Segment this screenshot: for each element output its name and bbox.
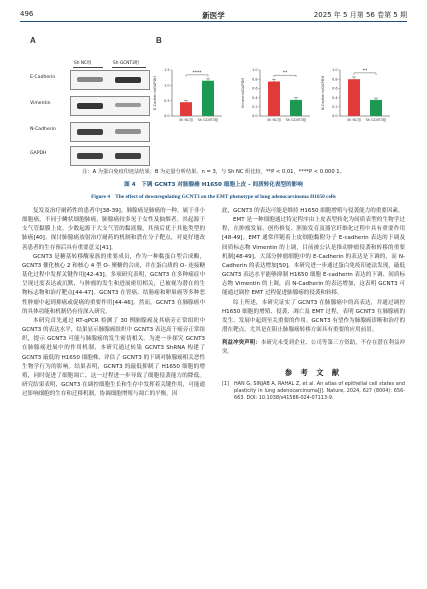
- y-tick-label: 0.4: [332, 95, 338, 100]
- blot-membrane: [70, 70, 150, 90]
- y-axis-label: E-Cadherin/GAPDH: [153, 76, 157, 110]
- y-tick-label: 0.8: [332, 77, 338, 82]
- paragraph: 复发及治疗耐药性的患者中[38-39]。肺腺癌是肺癌的一种，属于非小细胞癌，不同于鳞状细胞肺癌，肺腺癌较多见于女性及抽烟者。其起源于支气管黏膜上皮，少数起源于大支气管的黏液腺，其预后优于其他类型的肺癌[40]。探讨肺腺癌放射治疗耐药的机制和潜在分子靶点，对更好地改善患者的生存预后具有重要意义[41]。: [22, 208, 205, 251]
- y-axis-label: N-Cadherin/GAPDH: [321, 75, 325, 111]
- y-tick-label: 0.6: [252, 86, 258, 91]
- significance-label: ****: [192, 70, 202, 76]
- blot-membrane: [70, 146, 150, 166]
- panel-b-label: B: [156, 36, 162, 45]
- page-number: 496: [20, 10, 34, 18]
- conflict-text: 本研究未受到企业、公司等第三方资助，不存在潜在利益冲突。: [222, 340, 405, 356]
- x-tick-label: Sh GCNT3组: [197, 118, 219, 122]
- reference-item: [222, 381, 405, 403]
- bar: [180, 102, 192, 116]
- y-tick-label: 0.2: [332, 105, 338, 109]
- blot-membrane: [70, 122, 150, 142]
- y-tick-label: 1.0: [332, 68, 338, 73]
- figure-title-en: Figure 4 The effect of downregulating GCNT3 on the EMT phenotype of lung adenocarcinoma H1650 cells: [91, 194, 336, 200]
- body-column-left: [22, 207, 205, 399]
- y-tick-label: 1.0: [164, 83, 170, 88]
- y-tick-label: 0.5: [164, 98, 170, 103]
- blot-row: [30, 96, 150, 114]
- y-tick-label: 0.6: [332, 86, 338, 91]
- y-tick-label: 0.0: [164, 114, 170, 119]
- blot-row-label: E-Cadherin: [30, 75, 56, 80]
- lane-label-sh-nc: Sh NC组: [74, 61, 92, 66]
- conflict-label: 利益冲突声明：: [222, 340, 261, 347]
- reference-text: HAN G, SINJAB A, RAHAL Z, et al. An atlas of epithelial cell states and plasticity in lung adenocarcinoma[J]. Nature, 2024, 627 (8004): 656-663. DOI: 10.1038/s41586-024-07113-9.: [234, 380, 405, 402]
- conflict-of-interest: [222, 339, 405, 357]
- panel-a-label: A: [30, 36, 36, 45]
- blot-row: [30, 70, 150, 88]
- bar-chart-n-cadherin: [318, 58, 404, 140]
- x-tick-label: Sh NC组: [179, 118, 193, 122]
- bar: [202, 81, 214, 116]
- bar-chart-e-cadherin: [150, 58, 236, 140]
- blot-row-label: N-Cadherin: [30, 127, 56, 132]
- bar: [268, 82, 280, 117]
- y-tick-label: 1.5: [164, 68, 170, 73]
- bar-chart-vimentin: [238, 58, 324, 140]
- blot-band: [77, 103, 103, 109]
- blot-band: [115, 153, 141, 159]
- x-tick-label: Sh GCNT3组: [285, 118, 307, 122]
- y-tick-label: 1.0: [252, 68, 258, 73]
- blot-row: [30, 122, 150, 140]
- paragraph: 本研究首先通过 RT-qPCR 检测了 30 例肺腺癌及其癌旁正常组织中 GCNT3 的表达水平，结果显示肺腺癌组织中 GCNT3 表达高于癌旁正常组织，提示 GCNT3 可能与肺腺癌的发生密切相关。为进一步探究 GCNT3 在肺腺癌进展中的作用机制，本研究通过转染 GCNT3 ShRNA 构建了 GCNT3 敲低的 H1650 细胞株，评估了 GCNT3 的下调对肺腺癌相关恶性生物学行为的影响。结果表明，GCNT3 的敲低抑制了 H1650 细胞的增殖，同时促进了细胞凋亡，这一过程进一步导致了细胞侵袭能力的降低。研究结果表明，GCNT3 在调控细胞生长和生存中发挥着关键作用，可能通过影响细胞的生存和迁移机制，协调细胞增殖与凋亡的平衡。因: [22, 317, 205, 398]
- x-tick-label: Sh GCNT3组: [365, 118, 387, 122]
- x-tick-label: Sh NC组: [267, 118, 281, 122]
- figure-title-cn: 图 4 下调 GCNT3 对肺腺癌 H1650 细胞上皮 - 间质转化表型的影响: [124, 182, 303, 188]
- y-tick-label: 0.8: [252, 77, 258, 82]
- blot-band: [77, 129, 103, 135]
- figure-note: 注：A 为蛋白免疫印迹法结果；B 为定量分析结果。n = 3，与 Sh NC 组比较，**P < 0.01，****P < 0.000 1。: [82, 169, 345, 175]
- references-heading: 参 考 文 献: [284, 367, 343, 377]
- significance-label: **: [282, 71, 288, 77]
- paragraph: GCNT3 是糖基转移酶家族的重要成员，作为一种黏蛋白型合成酶，GCNT3 催化核心 2 和核心 4 型 O- 聚糖的合成，并在蛋白质的 O- 连接糖基化过程中发挥关键作用[42-43]。多项研究表明，GCNT3 在多种癌症中呈现过度表达或沉默，与肿瘤的发生和进展密切相关，已被视为潜在的生物标志物和治疗靶点[44-47]。GCNT3 在胃癌、结肠癌和卵巢癌等多种恶性肿瘤中起到抑癌或促癌的重要作用[44-46]。然而，GCNT3 在肺腺癌中的具体功能和机制仍有待深入研究。: [22, 253, 205, 315]
- lane-rule: [112, 67, 146, 68]
- blot-band: [77, 77, 103, 82]
- bar: [370, 100, 382, 116]
- blot-row: [30, 146, 150, 164]
- y-tick-label: 0.2: [252, 105, 258, 109]
- paragraph: 此，GCNT3 的表达可能是维持 H1650 细胞增殖与侵袭能力的重要因素。: [222, 208, 404, 214]
- bar: [348, 79, 360, 116]
- western-blot-panel: [30, 52, 150, 164]
- y-tick-label: 0.4: [252, 95, 258, 100]
- lane-label-sh-gcnt3: Sh GCNT3组: [113, 61, 140, 66]
- issue-info: 2025 年 5 月第 56 卷第 5 期: [313, 11, 407, 19]
- blot-membrane: [70, 96, 150, 116]
- reference-number: [1]: [222, 380, 229, 387]
- blot-band: [115, 129, 141, 134]
- header-rule: [20, 21, 407, 22]
- blot-row-label: GAPDH: [30, 151, 47, 156]
- journal-name: 新医学: [202, 11, 225, 20]
- running-header: [20, 7, 407, 21]
- x-tick-label: Sh NC组: [347, 118, 361, 122]
- blot-band: [77, 153, 103, 159]
- paragraph: 综上所述，本研究证实了 GCNT3 在肺腺癌中的高表达，并通过调控 H1650 细胞的增殖、侵袭、凋亡及 EMT 过程，表明 GCNT3 在肺腺癌的发生、发展中起到至关重要的作用。GCNT3 有望作为肺腺癌诊断和治疗的潜在靶点，尤其是在阻止肺腺癌转移方面具有重要的应用前景。: [222, 299, 405, 334]
- y-axis-label: Vimentin/GAPDH: [241, 77, 245, 109]
- paragraph: EMT 是一种细胞通过特定程序由上皮表型转化为间质表型的生物学过程，在肿瘤发展、创伤修复、胚胎发育及器官纤维化过程中具有重要作用[48-49]。EMT 通常伴随着上皮细胞黏附分子 E-cadherin 表达的下调及间质标志物 Vimentin 的上调，目前被公认是推动肿瘤侵袭和转移的重要机制[48-49]。大部分肿瘤细胞中的 E-Cadherin 的表达是下调的，而 N-Cadherin 的表达增加[50]。本研究进一步通过蛋白免疫印迹法发现，敲低 GCNT3 表达水平能够抑制 H1650 细胞 E-cadherin 表达的下调、间质标志物 Vimentin 的上调，而 N-Cadherin 的表达增加，这表明 GCNT3 可能通过调控 EMT 过程促进肺腺癌的侵袭和转移。: [222, 217, 405, 297]
- blot-band: [115, 77, 141, 83]
- body-column-right: [222, 207, 405, 403]
- bar: [290, 100, 302, 116]
- significance-label: **: [362, 68, 368, 74]
- blot-row-label: Vimentin: [30, 101, 51, 106]
- y-tick-label: 0.0: [332, 114, 338, 119]
- y-tick-label: 0.0: [252, 114, 258, 119]
- blot-band: [115, 103, 141, 107]
- lane-rule: [73, 67, 103, 68]
